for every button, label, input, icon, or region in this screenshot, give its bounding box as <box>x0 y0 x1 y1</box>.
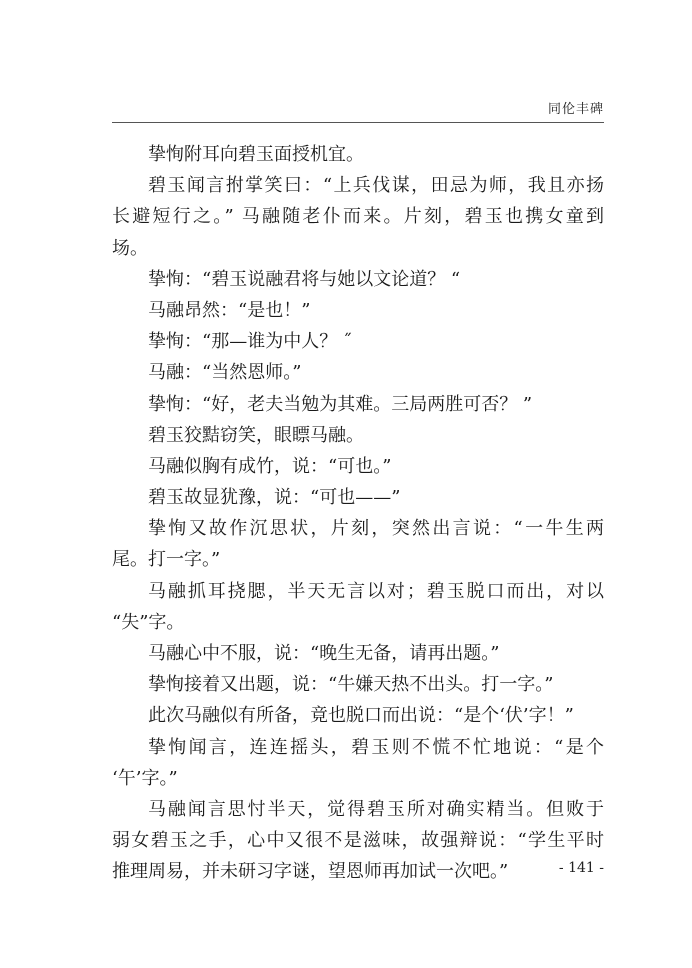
running-head <box>112 96 604 123</box>
text-line: 马融：“当然恩师。” <box>148 362 302 384</box>
text-line: 马融昂然：“是也！” <box>148 299 311 321</box>
text-line: 挚恂：“那—谁为中人？ ˝ <box>148 331 352 353</box>
text-line: 碧玉故显犹豫，说：“可也——” <box>148 487 401 509</box>
running-head-title: 同伦丰碑 <box>547 102 604 117</box>
text-line: 挚恂接着又出题，说：“牛嫌天热不出头。打一字。” <box>148 674 554 696</box>
text-line: 碧玉闻言拊掌笑曰：“上兵伐谋，田忌为师，我且亦扬 <box>148 175 604 197</box>
text-line: 推理周易，并未研习字谜，望恩师再加试一次吧。” <box>112 861 509 883</box>
text-line: 马融似胸有成竹，说：“可也。” <box>148 455 392 477</box>
text-line: 碧玉狡黠窃笑，眼瞟马融。 <box>148 424 364 446</box>
text-line: 长避短行之。” 马融随老仆而来。片刻，碧玉也携女童到 <box>112 206 604 228</box>
text-line: “失”字。 <box>112 611 185 633</box>
text-line: 马融闻言思忖半天，觉得碧玉所对确实精当。但败于 <box>148 798 604 820</box>
text-line: 尾。打一字。” <box>112 549 221 571</box>
page-number: - 141 - <box>558 860 604 876</box>
text-line: 挚恂闻言，连连摇头，碧玉则不慌不忙地说：“是个 <box>148 736 604 758</box>
text-line: 场。 <box>112 237 148 259</box>
text-line: 弱女碧玉之手，心中又很不是滋味，故强辩说：“学生平时 <box>112 830 604 852</box>
text-line: 挚恂又故作沉思状，片刻，突然出言说：“一牛生两 <box>148 518 604 540</box>
body-text <box>112 139 604 888</box>
text-line: 马融抓耳挠腮，半天无言以对；碧玉脱口而出，对以 <box>148 580 604 602</box>
text-line: 挚恂：“好，老夫当勉为其难。三局两胜可否？ ” <box>148 393 533 415</box>
text-line: ‘午’字。” <box>112 767 178 789</box>
text-line: 马融心中不服，说：“晚生无备，请再出题。” <box>148 643 500 664</box>
text-line: 挚恂附耳向碧玉面授机宜。 <box>148 144 364 165</box>
text-line: 此次马融似有所备，竟也脱口而出说：“是个‘伏’字！” <box>148 705 574 727</box>
text-line: 挚恂：“碧玉说融君将与她以文论道？ “ <box>148 268 461 290</box>
